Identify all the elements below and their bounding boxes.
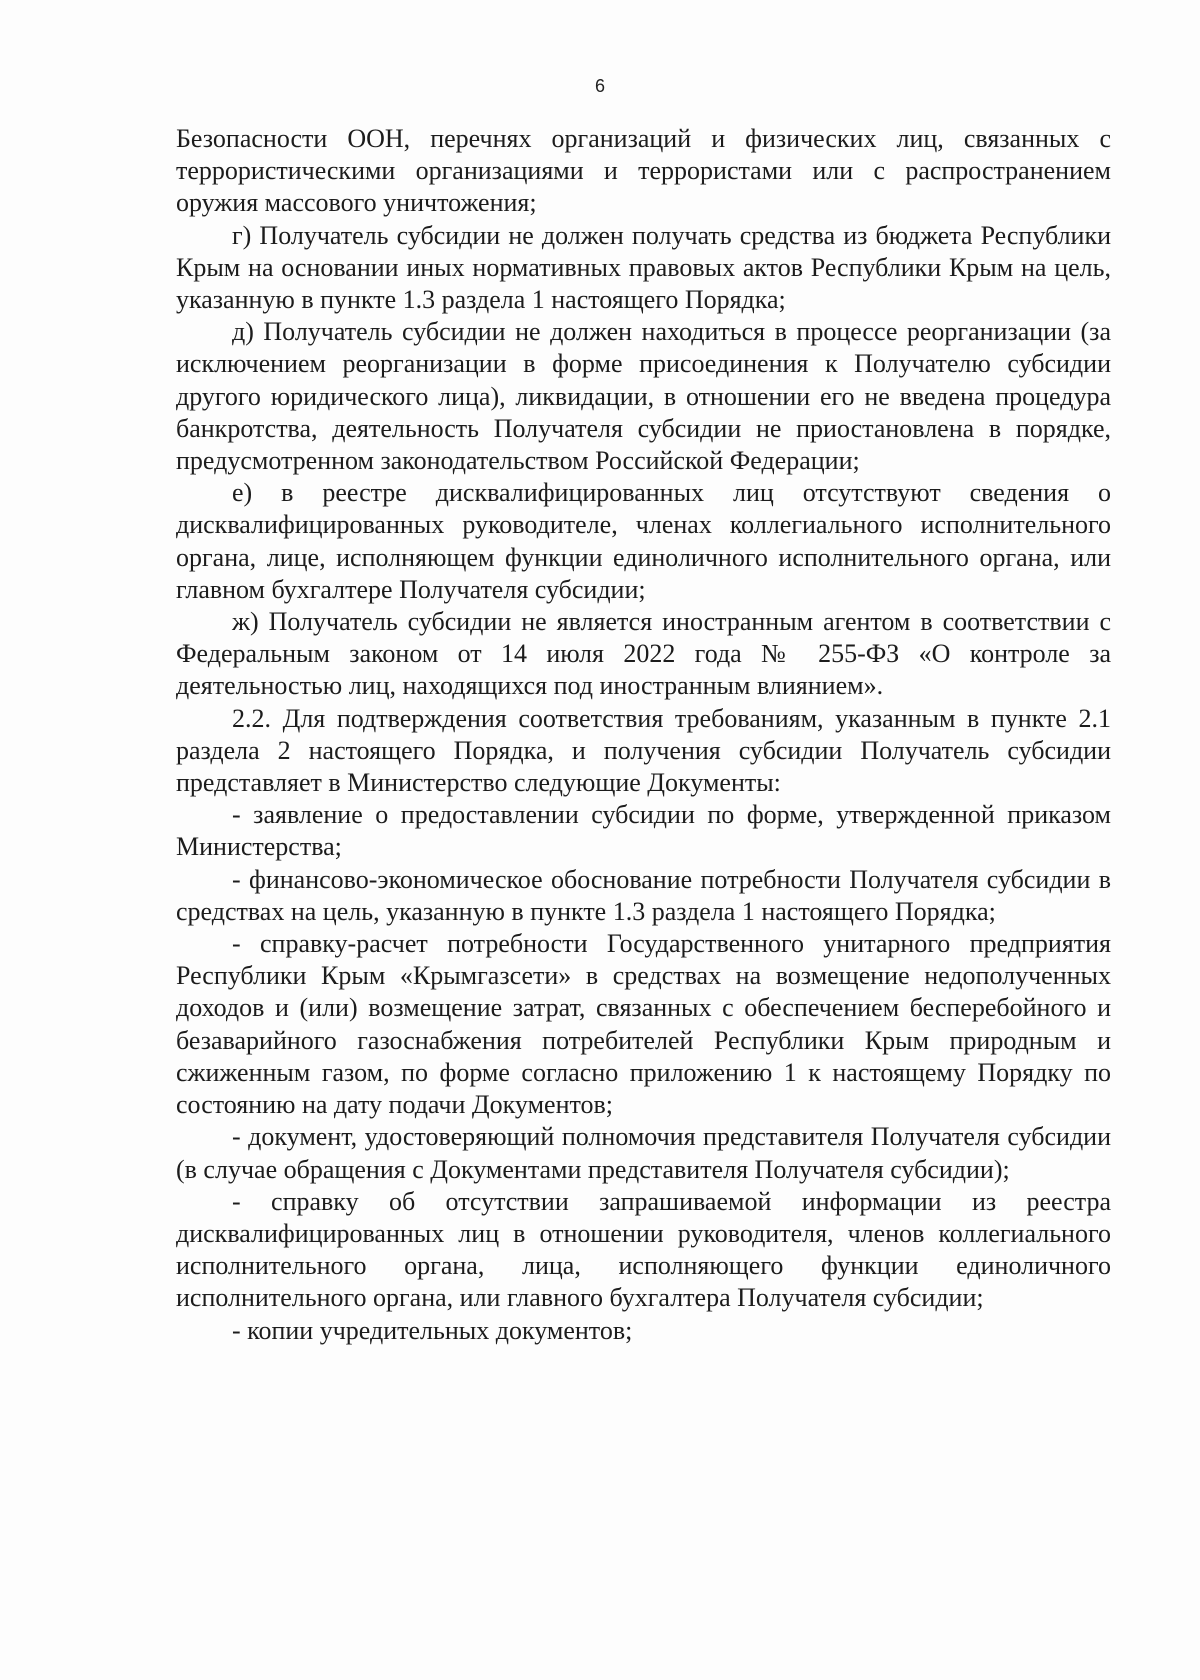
list-item-calculation: - справку-расчет потребности Государственного унитарного предприятия Республики Крым «Крымгазсети» в средствах на возмещение недополученных доходов и (или) возмещение затрат, связанных с обеспечением бесперебойного и безаварийного газоснабжения потребителей Республики Крым природным и сжиженным газом, по форме согласно приложению 1 к настоящему Порядку по состоянию на дату подачи Документов; <box>176 929 1111 1120</box>
paragraph-item-g: г) Получатель субсидии не должен получать средства из бюджета Республики Крым на основании иных нормативных правовых актов Республики Крым на цель, указанную в пункте 1.3 раздела 1 настоящего Порядка; <box>176 220 1111 315</box>
paragraph-continuation: Безопасности ООН, перечнях организаций и физических лиц, связанных с террористическими организациями и террористами или с распространением оружия массового уничтожения; <box>176 124 1111 218</box>
list-item-registry-certificate: - справку об отсутствии запрашиваемой информации из реестра дисквалифицированных лиц в отношении руководителя, членов коллегиального исполнительного органа, лица, исполняющего функции единоличного исполнительного органа, или главного бухгалтера Получателя субсидии; <box>176 1186 1111 1313</box>
page-number: 6 <box>594 76 605 96</box>
list-item-founding-documents: - копии учредительных документов; <box>232 1315 633 1345</box>
paragraph-item-zh: ж) Получатель субсидии не является иностранным агентом в соответствии с Федеральным законом от 14 июля 2022 года № 255-ФЗ «О контроле за деятельностью лиц, находящихся под иностранным влиянием». <box>176 607 1111 701</box>
list-item-application: - заявление о предоставлении субсидии по форме, утвержденной приказом Министерства; <box>176 800 1111 862</box>
list-item-authority-document: - документ, удостоверяющий полномочия представителя Получателя субсидии (в случае обращения с Документами представителя Получателя субсидии); <box>176 1122 1111 1184</box>
list-item-justification: - финансово-экономическое обоснование потребности Получателя субсидии в средствах на цель, указанную в пункте 1.3 раздела 1 настоящего Порядка; <box>176 864 1111 926</box>
paragraph-section-2-2: 2.2. Для подтверждения соответствия требованиям, указанным в пункте 2.1 раздела 2 настоящего Порядка, и получения субсидии Получатель субсидии представляет в Министерство следующие Документы: <box>176 703 1111 798</box>
document-body <box>176 123 1111 1347</box>
paragraph-item-d: д) Получатель субсидии не должен находиться в процессе реорганизации (за исключением реорганизации в форме присоединения к Получателю субсидии другого юридического лица), ликвидации, в отношении его не введена процедура банкротства, деятельность Получателя субсидии не приостановлена в порядке, предусмотренном законодательством Российской Федерации; <box>176 317 1111 476</box>
paragraph-item-e: е) в реестре дисквалифицированных лиц отсутствуют сведения о дисквалифицированных руководителе, членах коллегиального исполнительного органа, лице, исполняющем функции единоличного исполнительного органа, или главном бухгалтере Получателя субсидии; <box>176 478 1111 604</box>
